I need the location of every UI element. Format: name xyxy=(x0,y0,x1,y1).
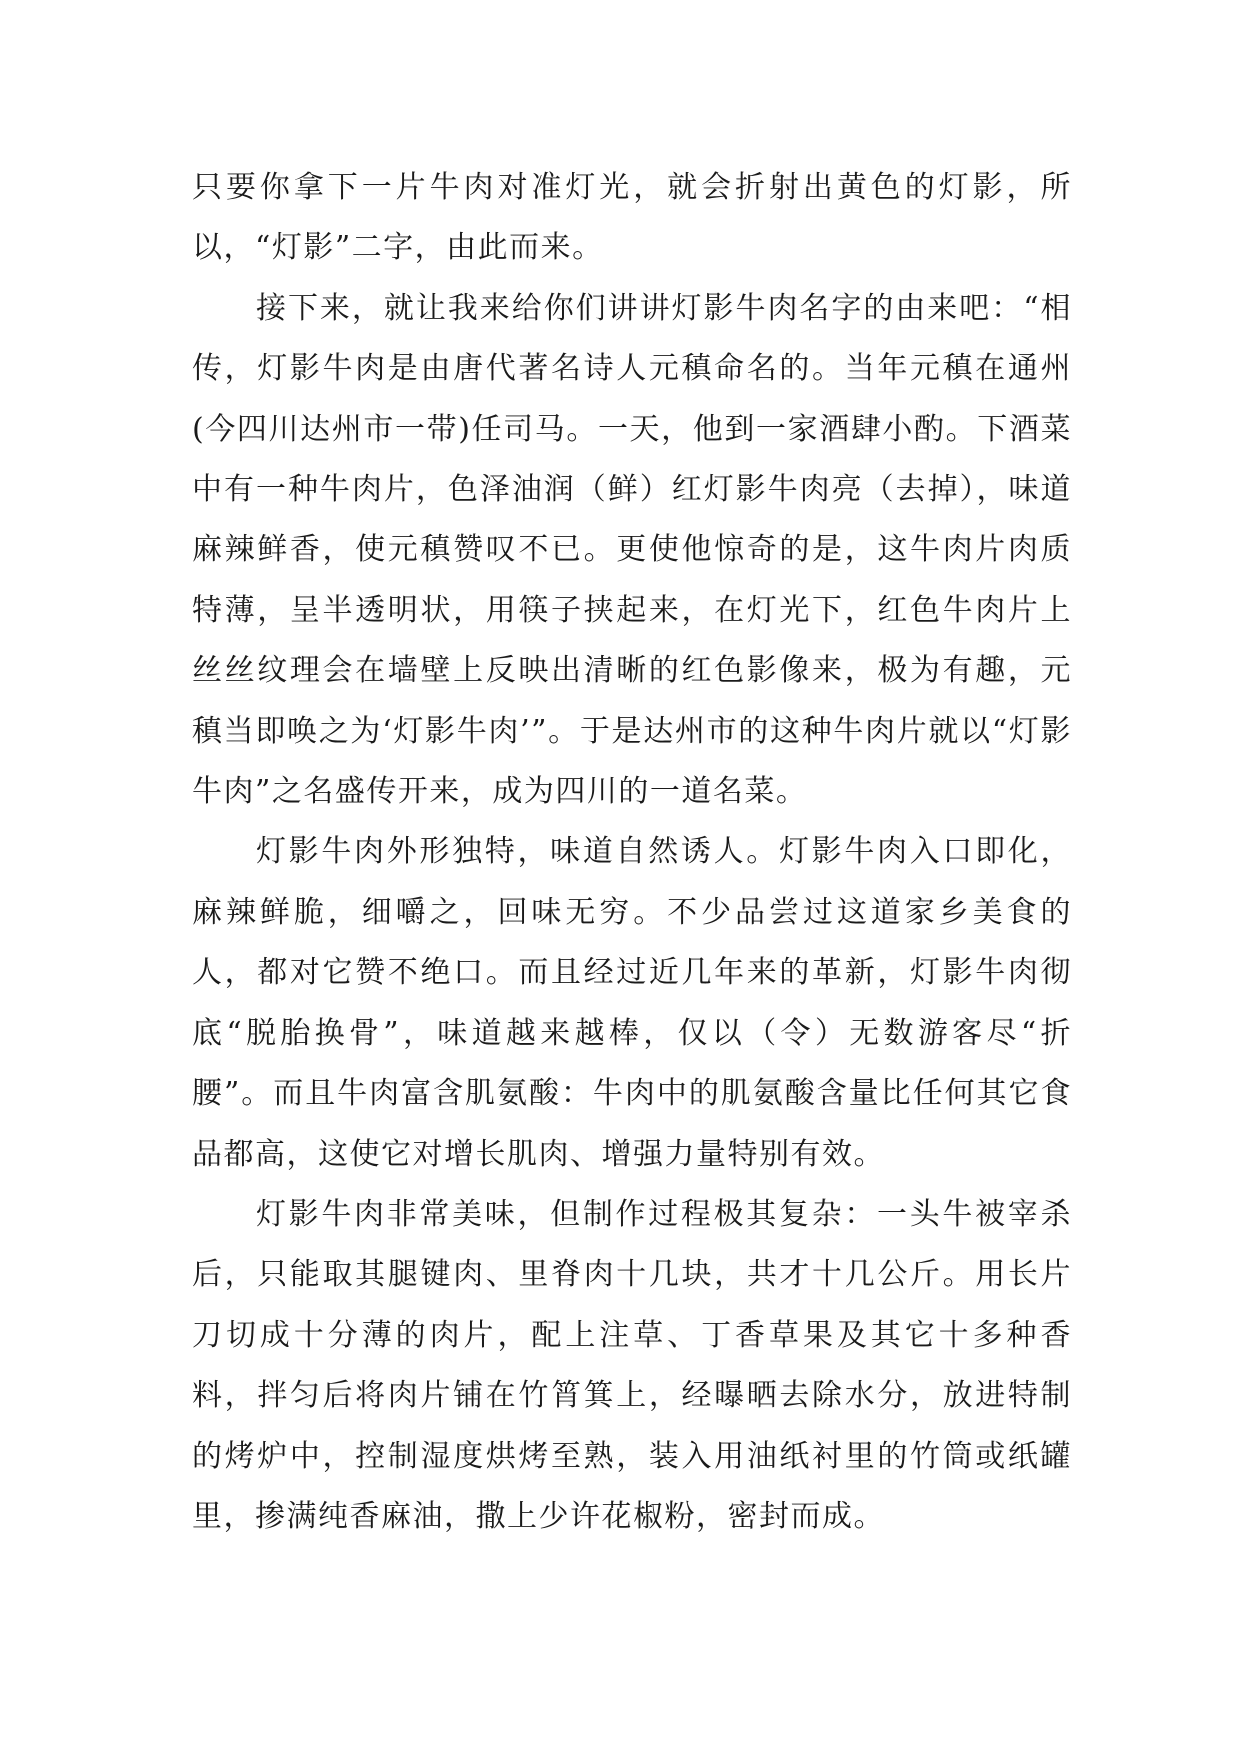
paragraph-taste: 灯影牛肉外形独特，味道自然诱人。灯影牛肉入口即化，麻辣鲜脆，细嚼之，回味无穷。不少品尝过这道家乡美食的人，都对它赞不绝口。而且经过近几年来的革新，灯影牛肉彻底“脱胎换骨”，味道越来越棒，仅以（令）无数游客尽“折腰”。而且牛肉富含肌氨酸：牛肉中的肌氨酸含量比任何其它食品都高，这使它对增长肌肉、增强力量特别有效。 xyxy=(192,834,1072,1172)
paragraph-name-origin: 接下来，就让我来给你们讲讲灯影牛肉名字的由来吧：“相传，灯影牛肉是由唐代著名诗人元稹命名的。当年元稹在通州(今四川达州市一带)任司马。一天，他到一家酒肆小酌。下酒菜中有一种牛肉片，色泽油润（鲜）红灯影牛肉亮（去掉），味道麻辣鲜香，使元稹赞叹不已。更使他惊奇的是，这牛肉片肉质特薄，呈半透明状，用筷子挟起来，在灯光下，红色牛肉片上丝丝纹理会在墙壁上反映出清晰的红色影像来，极为有趣，元稹当即唤之为‘灯影牛肉’”。于是达州市的这种牛肉片就以“灯影牛肉”之名盛传开来，成为四川的一道名菜。 xyxy=(192,290,1072,810)
paragraph-continuation: 只要你拿下一片牛肉对准灯光，就会折射出黄色的灯影，所以，“灯影”二字，由此而来。 xyxy=(192,170,1072,266)
paragraph-process: 灯影牛肉非常美味，但制作过程极其复杂：一头牛被宰杀后，只能取其腿键肉、里脊肉十几块，共才十几公斤。用长片刀切成十分薄的肉片，配上注草、丁香草果及其它十多种香料，拌匀后将肉片铺在竹筲箕上，经曝晒去除水分，放进特制的烤炉中，控制湿度烘烤至熟，装入用油纸衬里的竹筒或纸罐里，掺满纯香麻油，撒上少许花椒粉，密封而成。 xyxy=(192,1196,1072,1534)
body-text xyxy=(192,158,1072,1547)
